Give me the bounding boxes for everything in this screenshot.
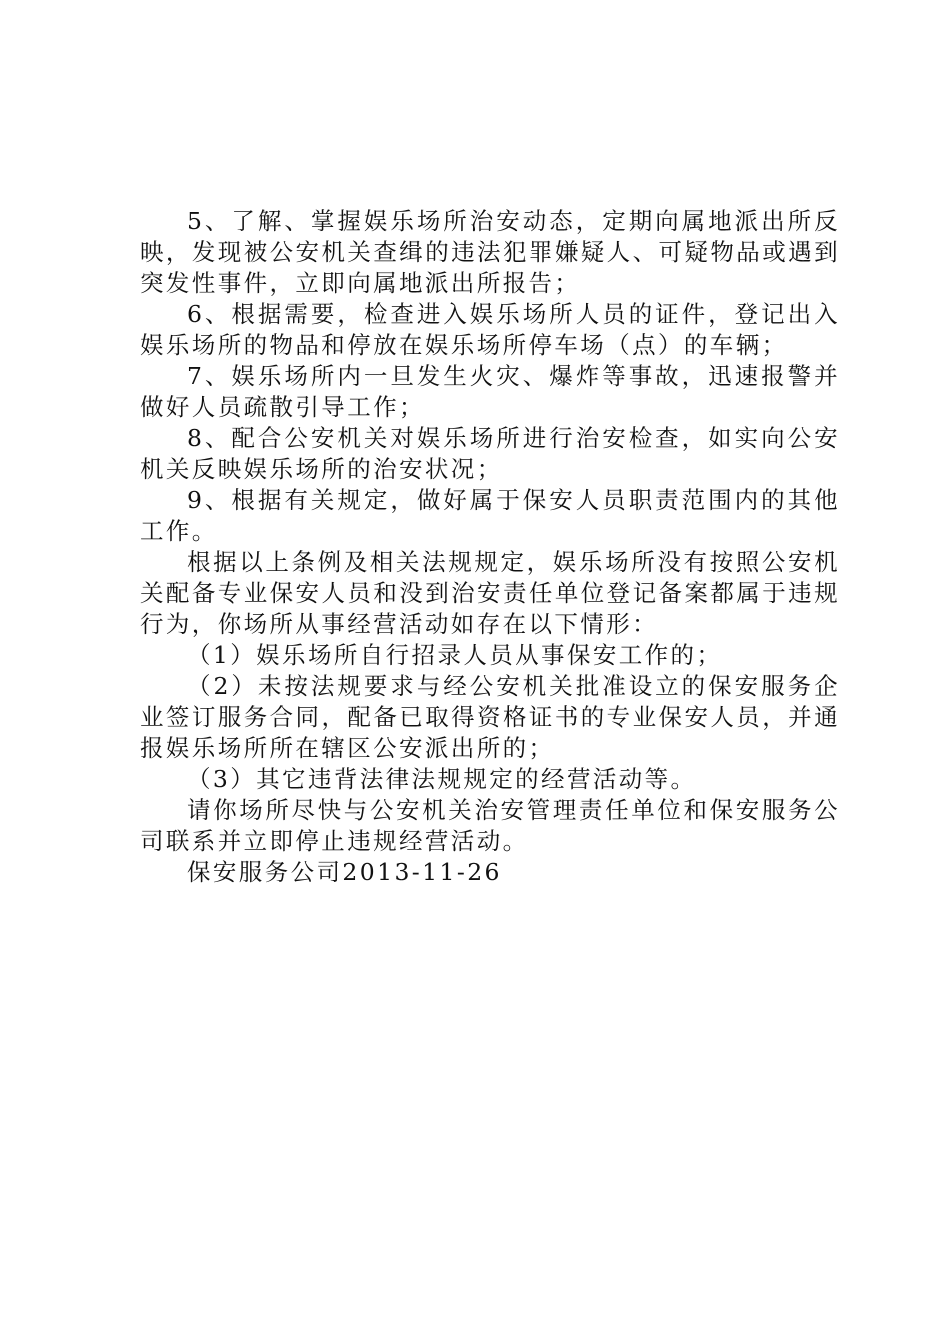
situation-item-1: （1）娱乐场所自行招录人员从事保安工作的； [187, 641, 723, 669]
duty-item-9: 9、根据有关规定，做好属于保安人员职责范围内的其他工作。 [140, 486, 840, 545]
duty-item-8: 8、配合公安机关对娱乐场所进行治安检查，如实向公安机关反映娱乐场所的治安状况； [140, 424, 840, 483]
signature-line: 保安服务公司2013-11-26 [187, 858, 502, 886]
request-paragraph: 请你场所尽快与公安机关治安管理责任单位和保安服务公司联系并立即停止违规经营活动。 [140, 796, 840, 855]
regulation-paragraph: 根据以上条例及相关法规规定，娱乐场所没有按照公安机关配备专业保安人员和没到治安责任单位登记备案都属于违规行为，你场所从事经营活动如存在以下情形： [140, 548, 840, 638]
situation-item-3: （3）其它违背法律法规规定的经营活动等。 [187, 765, 697, 793]
duty-item-7: 7、娱乐场所内一旦发生火灾、爆炸等事故，迅速报警并做好人员疏散引导工作； [140, 362, 840, 421]
situation-item-2: （2）未按法规要求与经公安机关批准设立的保安服务企业签订服务合同，配备已取得资格证书的专业保安人员，并通报娱乐场所所在辖区公安派出所的； [140, 672, 840, 762]
document-body [140, 206, 840, 888]
duty-item-6: 6、根据需要，检查进入娱乐场所人员的证件，登记出入娱乐场所的物品和停放在娱乐场所停车场（点）的车辆； [140, 300, 840, 359]
duty-item-5: 5、了解、掌握娱乐场所治安动态，定期向属地派出所反映，发现被公安机关查缉的违法犯罪嫌疑人、可疑物品或遇到突发性事件，立即向属地派出所报告； [140, 207, 840, 297]
